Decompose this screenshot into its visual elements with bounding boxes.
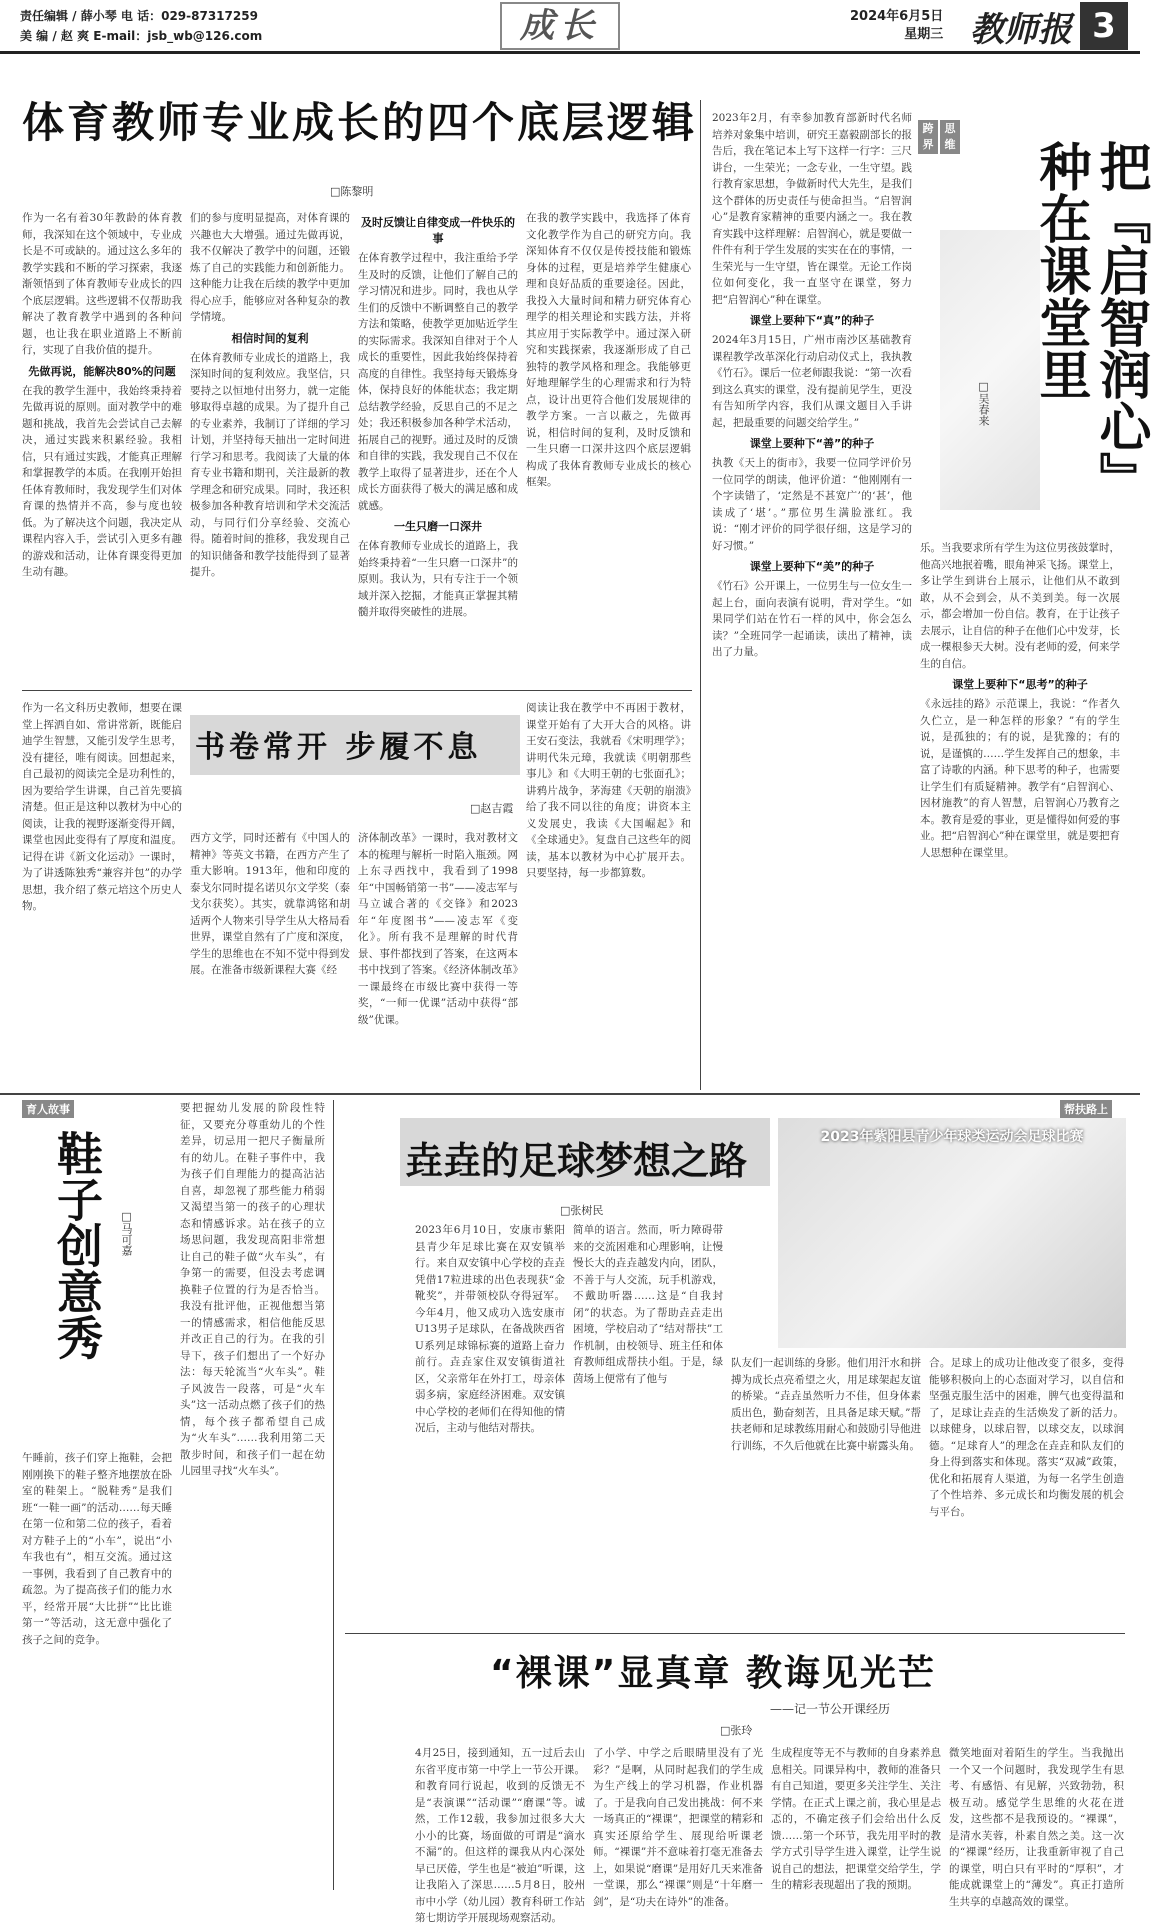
article4-title: 垚垚的足球梦想之路	[405, 1139, 748, 1183]
column1-title: 把『启智润心』种在课堂里	[1030, 140, 1151, 504]
article5-title: “裸课”显真章 教诲见光芒	[490, 1653, 936, 1694]
article2-column-3	[358, 830, 518, 1085]
column1-column-1	[712, 110, 912, 1090]
article2-column-2	[190, 830, 350, 1085]
article3-author: □马可嘉	[120, 1210, 133, 1256]
column1-subheading-1: 课堂上要种下“真”的种子	[749, 314, 875, 327]
column1-col1d-text: 《竹石》公开课上，一位男生与一位女生一起上台，面向表演有说明，背对学生。“如果同学们站在竹石一样的风中，你会怎么读？”全班同学一起诵读，读出了精神，读出了力量。	[712, 580, 912, 658]
article2-col1-text: 作为一名文科历史教师，想要在课堂上挥洒自如、常讲常新，既能启迪学生智慧，又能引发学生思考，没有捷径，唯有阅读。回想起来，自己最初的阅读完全是功利性的，因为要给学生讲课，自己首先要搞清楚。但正是这种以教材为中心的阅读，让我的视野逐渐变得开阔，课堂也因此变得有了厚度和温度。记得在讲《新文化运动》一课时，为了讲透陈独秀“兼容并包”的办学思想，我介绍了蔡元培这个历史人物。	[22, 702, 182, 912]
article4-photo-caption: 2023年紫阳县青少年球类运动会足球比赛	[820, 1129, 1084, 1145]
article2-top-rule	[22, 690, 692, 691]
article3-title: 鞋子创意秀	[50, 1130, 104, 1360]
article3-col2-text: 要把握幼儿发展的阶段性特征，又要充分尊重幼儿的个性差异，切忌用一把尺子衡量所有的幼儿。在鞋子事件中，我为孩子们自理能力的提高沾沾自喜，却忽视了那些能力稍弱又渴望当第一的孩子的心理状态和情感诉求。站在孩子的立场思问题，我发现高阳非常想让自己的鞋子做“火车头”，有争第一的需要，但没去考虑调换鞋子位置的行为是否恰当。我没有批评他，正视他想当第一的情感需求，相信他能反思并改正自己的行为。在我的引导下，孩子们想出了一个好办法：每天轮流当“火车头”。鞋子风波告一段落，可是“火车头”这一活动点燃了孩子们的热情，每个孩子都希望自己成为“火车头”……我利用第二天散步时间，和孩子们一起在幼儿园里寻找“火车头”。	[180, 1102, 325, 1477]
article2-col3-text: 济体制改革》一课时，我对教材文本的梳理与解析一时陷入瓶颈。网上东寻西找中，我看到了1998年“中国畅销第一书”——凌志军与马立诚合著的《交锋》和2023年“年度图书”——凌志军《变化》。所有我不是理解的时代背景、事件都找到了答案，在这两本书中找到了答案。《经济体制改革》一课最终在市级比赛中获得一等奖，“一师一优课”活动中获得“部级”优课。	[358, 832, 518, 1026]
article1-col3-text: 在体育教学过程中，我注重给予学生及时的反馈，让他们了解自己的学习情况和进步。同时，我也从学生们的反馈中不断调整自己的教学方法和策略，使教学更加贴近学生的实际需求。我深知自律对于个人成长的重要性，因此我始终保持着高度的自律性。我坚持每天锻炼身体，保持良好的体能状态；我定期总结教学经验，反思自己的不足之处；我还积极参加各种学术活动，拓展自己的视野。通过及时的反馈和自律的实践，我发现自己不仅在教学上取得了显著进步，还在个人成长方面获得了极大的满足感和成就感。	[358, 252, 518, 512]
column1-subheading-3: 课堂上要种下“美”的种子	[749, 560, 875, 573]
section-title: 成长	[500, 2, 620, 50]
column1-author: □吴春来	[977, 380, 990, 426]
article2-author: □赵吉霞	[470, 802, 514, 815]
newspaper-logo: 教师报	[970, 10, 1072, 50]
article1-column-4	[526, 210, 691, 680]
article1-column-2	[190, 210, 350, 680]
article1-subheading-2: 相信时间的复利	[231, 331, 309, 345]
article4-column-3	[731, 1355, 921, 1627]
article4-col3-text: 队友们一起训练的身影。他们用汗水和拼搏为成长点亮希望之火，用足球架起友谊的桥梁。“垚垚虽然听力不佳，但身体素质出色，勤奋刻苦，且具备足球天赋。”帮扶老师和足球教练用耐心和鼓励引导他进行训练，不久后他就在比赛中崭露头角。	[731, 1357, 921, 1452]
column1-col1b-text: 2024年3月15日，广州市南沙区基础教育课程教学改革深化行动启动仪式上，我执教《竹石》。课后一位老师跟我说：“第一次看到这么真实的课堂，没有提前见学生，更没有告知所学内容，我们从课文题目入手讲起，把最重要的问题交给学生。”	[712, 334, 912, 429]
article4-col4-text: 合。足球上的成功让他改变了很多，变得能够积极向上的心态面对学习，以自信和坚强克服生活中的困难，脾气也变得温和了，足球让垚垚的生活焕发了新的活力。以球健身，以球启智，以球交友，以球润德。“足球育人”的理念在垚垚和队友们的身上得到落实和体现。落实“双减”政策，优化和拓展育人渠道，为每一名学生创造了个性培养、多元成长和均衡发展的机会与平台。	[929, 1357, 1124, 1518]
column1-tag-1: 跨界	[918, 120, 938, 154]
article1-column-3	[358, 210, 518, 680]
article4-tag: 帮扶路上	[1060, 1100, 1112, 1118]
column-divider	[700, 100, 701, 1090]
section-divider	[0, 1093, 1140, 1095]
column1-subheading-2: 课堂上要种下“善”的种子	[749, 437, 875, 450]
page-header	[0, 0, 1140, 54]
article1-col1-text: 作为一名有着30年教龄的体育教师，我深知在这个领域中，专业成长是不可或缺的。通过这么多年的教学实践和不断的学习探索，我逐渐领悟到了体育教师专业成长的四个底层逻辑。这些逻辑不仅帮助我解决了教育教学中遇到的各种问题，也让我在职业道路上不断前行，实现了自我价值的提升。	[22, 212, 182, 356]
article5-col3-text: 生成程度等无不与教师的自身素养息息相关。同课异构中，教师的准备只有自己知道，要更多关注学生、关注学情。在正式上课之前，我心里是忐忑的，不确定孩子们会给出什么反馈……第一个环节，我先用平时的教学方式引导学生进入课堂，让学生说说自己的想法，把课堂交给学生，学生的精彩表现超出了我的预期。	[771, 1747, 941, 1891]
article5-column-2	[593, 1745, 763, 1908]
article1-subheading-3: 及时反馈让自律变成一件快乐的事	[361, 216, 515, 245]
weekday-text: 星期三	[904, 27, 944, 42]
issue-date	[850, 8, 943, 44]
article1-col1b-text: 在我的教学生涯中，我始终秉持着先做再说的原则。面对教学中的难题和挑战，我首先会尝试自己去解决，通过实践来积累经验。我相信，只有通过实践，才能真正理解和掌握教学的本质。在我刚开始担任体育教师时，我发现学生们对体育课的热情并不高，参与度也较低。为了解决这个问题，我决定从课程内容入手，尝试引入更多有趣的游戏和活动，让体育课变得更加生动有趣。	[22, 384, 182, 578]
article5-column-1	[415, 1745, 585, 1924]
column1-tag-2: 思维	[940, 120, 960, 154]
article3-divider	[333, 1100, 334, 1890]
article2-column-1	[22, 700, 182, 1085]
column1-col2-text: 乐。当我要求所有学生为这位男孩鼓掌时，他高兴地抿着嘴，眼角神采飞扬。课堂上，多让学生到讲台上展示，让他们从不敢到敢，从不会到会，从不美到美。每一次展示，都会增加一份自信。教育，在于让孩子去展示，让自信的种子在他们心中发芽，长成一棵根参天大树。没有老师的爱，何来学生的自信。	[920, 542, 1120, 670]
editor-line-1: 责任编辑 / 薛小琴 电 话：029-87317259	[20, 9, 258, 23]
article2-column-4	[526, 700, 691, 1085]
column1-illustration	[940, 230, 1040, 510]
column1-col1c-text: 执教《天上的街市》，我要一位同学评价另一位同学的朗读，他评价道：“他刚刚有一个字读错了，‘定然是不甚宽广’的‘甚’，他读成了‘堪’。”那位男生满脸涨红。我说：“刚才评价的同学很仔细，这是学习的好习惯。”	[712, 457, 912, 552]
page-number: 3	[1080, 2, 1128, 50]
article1-col2-text: 们的参与度明显提高，对体育课的兴趣也大大增强。通过先做再说，我不仅解决了教学中的问题，还锻炼了自己的实践能力和创新能力。这种能力让我在后续的教学中更加得心应手，能够应对各种复杂的教学情境。	[190, 212, 350, 323]
article1-col3b-text: 在体育教师专业成长的道路上，我始终秉持着“一生只磨一口深井”的原则。我认为，只有专注于一个领域并深入挖掘，才能真正掌握其精髓并取得突破性的进展。	[358, 540, 518, 618]
date-text: 2024年6月5日	[850, 9, 944, 24]
column1-column-2	[920, 540, 1120, 1090]
article4-photo	[778, 1118, 1126, 1348]
article3-column-1	[22, 1450, 172, 1890]
article3-col1-text: 午睡前，孩子们穿上拖鞋，会把刚刚换下的鞋子整齐地摆放在卧室的鞋架上。“脱鞋秀”是我们班“一鞋一画”的活动……每天睡在第一位和第二位的孩子，看着对方鞋子上的“小车”，说出“小车我也有”，相互交流。通过这一事例，我看到了自己教育中的疏忽。为了提高孩子们的能力水平，经常开展“大比拼”“比比谁第一”等活动，这无意中强化了孩子之间的竞争。	[22, 1452, 172, 1646]
article1-col4-text: 在我的教学实践中，我选择了体育文化教学作为自己的研究方向。我深知体育不仅仅是传授技能和锻炼身体的过程，更是培养学生健康心理和良好品质的重要途径。因此，我投入大量时间和精力研究体育心理学的相关理论和实践方法，并将其应用于实际教学中。通过深入研究和实践探索，我逐渐形成了自己独特的教学风格和理念。我能够更好地理解学生的心理需求和行为特点，设计出更符合他们发展规律的教学方案。一言以蔽之，先做再说，相信时间的复利，及时反馈和一生只磨一口深井这四个底层逻辑构成了我体育教师专业成长的核心框架。	[526, 212, 691, 488]
article2-title: 书卷常开 步履不息	[195, 730, 482, 765]
article1-author: □陈黎明	[330, 185, 374, 198]
article3-column-2	[180, 1100, 325, 1890]
article5-col2-text: 了小学、中学之后眼睛里没有了光彩？”是啊，从同时起我们的学生成为生产线上的学习机器，作业机器了。于是我向自己发出挑战：何不来一场真正的“裸课”，把课堂的精彩和真实还原给学生、展现给听课老师。“裸课”并不意味着打毫无准备去上，如果说“磨课”是用好几天来准备一堂课，那么“裸课”则是“十年磨一剑”，是“功夫在诗外”的准备。	[593, 1747, 763, 1908]
article5-column-4	[949, 1745, 1124, 1908]
article4-author: □张树民	[560, 1204, 604, 1217]
article4-column-4	[929, 1355, 1124, 1627]
article5-author: □张玲	[720, 1724, 753, 1737]
article2-col4-text: 阅读让我在教学中不再困于教材，课堂开始有了大开大合的风格。讲王安石变法，我就看《宋明理学》；讲明代朱元璋，我就读《明朝那些事儿》和《大明王朝的七张面孔》；讲鸦片战争，茅海建《天朝的崩溃》给了我不同以往的角度；讲资本主义发展史，我读《大国崛起》和《全球通史》。复盘自己这些年的阅读，基本以教材为中心扩展开去。只要坚持，每一步都算数。	[526, 702, 691, 879]
article5-top-rule	[345, 1633, 1125, 1634]
column1-subheading-4: 课堂上要种下“思考”的种子	[952, 678, 1088, 691]
article5-col1-text: 4月25日，接到通知，五一过后去山东省平度市第一中学上一节公开课。和教育同行说起，收到的反馈无不是“表演课”“活动课”“磨课”等。诚然，工作12载，我参加过很多大大小小的比赛，场面做的可谓是“滴水不漏”的。但这样的课我从内心深处早已厌倦，学生也是“被迫”听课，这让我陷入了深思……5月8日，胶州市中小学（幼儿园）教育科研工作站第七期访学开展现场观察活动。	[415, 1747, 585, 1924]
article4-column-1	[415, 1222, 565, 1627]
article1-col2b-text: 在体育教师专业成长的道路上，我深知时间的复利效应。我坚信，只要持之以恒地付出努力，就一定能够取得卓越的成果。为了提升自己的专业素养，我制订了详细的学习计划，并坚持每天抽出一定时间进行学习和思考。我阅读了大量的体育专业书籍和期刊，关注最新的教学理念和研究成果。同时，我还积极参加各种教育培训和学术交流活动，与同行们分享经验、交流心得。随着时间的推移，我发现自己的知识储备和教学技能得到了显著提升。	[190, 351, 350, 578]
article5-col4-text: 微笑地面对着陌生的学生。当我抛出一个又一个问题时，我发现学生有思考、有感悟、有见解，兴致勃勃，积极互动。感觉学生思维的火花在迸发，这些都不是我预设的。“裸课”，是清水芙蓉，朴素自然之美。这一次的“裸课”经历，让我重新审视了自己的课堂，明白只有平时的“厚积”，才能成就课堂上的“薄发”。真正打造所生共享的卓越高效的课堂。	[949, 1747, 1124, 1908]
column1-col1-text: 2023年2月，有幸参加教育部新时代名师培养对象集中培训，研究王嘉毅副部长的报告后，我在笔记本上写下这样一行字：三尺讲台，一生荣光；一念专业，一生守望。践行教育家思想，争做新时代大先生，是我们这个群体的历史责任与使命担当。“启智润心”是教育家精神的重要内涵之一。我在教育实践中这样理解：启智润心，就是要做一件件有利于学生发展的实实在在的事情，一生荣光与一生守望，皆在课堂。无论工作岗位如何变化，我一直坚守在课堂，努力把“启智润心”种在课堂。	[712, 112, 912, 306]
article1-subheading-1: 先做再说，能解决80%的问题	[28, 364, 176, 378]
article1-column-1	[22, 210, 182, 680]
article1-subheading-4: 一生只磨一口深井	[394, 520, 482, 533]
article1-title: 体育教师专业成长的四个底层逻辑	[22, 98, 698, 147]
article4-col2-text: 简单的语言。然而，听力障碍带来的交流困难和心理影响，让慢慢长大的垚垚越发内向，团队，不善于与人交流，玩手机游戏，不戴助听器……这是“自我封闭”的状态。为了帮助垚垚走出困境，学校启动了“结对帮扶”工作机制，由校领导、班主任和体育教师组成帮扶小组。于是，绿茵场上便常有了他与	[573, 1224, 723, 1385]
article5-column-3	[771, 1745, 941, 1893]
editor-line-2: 美 编 / 赵 爽 E-mail：jsb_wb@126.com	[20, 29, 263, 43]
article2-col2-text: 西方文学，同时还蓄有《中国人的精神》等英文书籍，在西方产生了重大影响。1913年，他和印度的泰戈尔同时提名诺贝尔文学奖（泰戈尔获奖）。其实，就靠鸿铭和胡适两个人物来引导学生从大格局看世界，课堂自然有了广度和深度，学生的思维也在不知不觉中得到发展。在淮备市级新课程大赛《经	[190, 832, 350, 976]
article5-subtitle: ——记一节公开课经历	[770, 1702, 891, 1716]
editor-info	[20, 6, 262, 46]
article4-column-2	[573, 1222, 723, 1627]
article3-tag: 育人故事	[22, 1100, 74, 1118]
article4-col1-text: 2023年6月10日，安康市紫阳县青少年足球比赛在双安镇举行。来自双安镇中心学校的垚垚凭借17粒进球的出色表现获“金靴奖”，并带领校队夺得冠军。今年4月，他又成功入选安康市U13男子足球队，在备战陕西省U系列足球锦标赛的道路上奋力前行。垚垚家住双安镇街道社区，父亲常年在外打工，母亲体弱多病，家庭经济困难。双安镇中心学校的老师们在得知他的情况后，主动与他结对帮扶。	[415, 1224, 565, 1434]
column1-col2b-text: 《永远挂的路》示范课上，我说：“作者久久伫立，是一种怎样的形象？”有的学生说，是孤独的；有的说，是犹豫的；有的说，是谨慎的……学生发挥自己的想象，丰富了诗歌的内涵。种下思考的种子，也需要让学生们有质疑精神。教学有“启智润心、因材施教”的育人智慧，启智润心乃教育之本。教育是爱的事业，更是懂得如何爱的事业。把“启智润心”种在课堂里，就是要把育人思想种在课堂里。	[920, 698, 1120, 859]
